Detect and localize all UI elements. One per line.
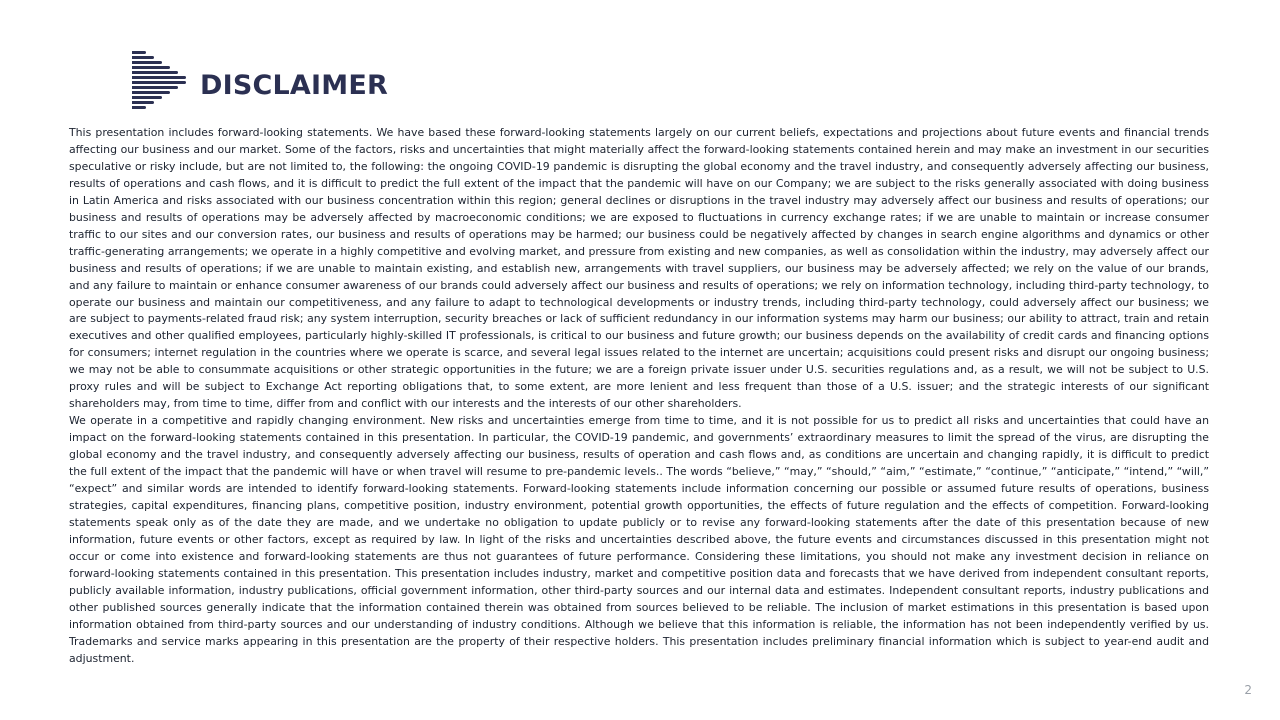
stacked-lines-logo-icon (132, 51, 188, 111)
page-number: 2 (1244, 683, 1252, 697)
page-title: DISCLAIMER (200, 70, 388, 101)
disclaimer-body (69, 125, 1209, 668)
disclaimer-paragraph: We operate in a competitive and rapidly changing environment. New risks and uncertainties emerge from time to time, and it is not possible for us to predict all risks and uncertainties that could have an impact on the forward-looking statements contained in this presentation. In particular, the COVID-19 pandemic, and governments’ extraordinary measures to limit the spread of the virus, are disrupting the global economy and the travel industry, and consequently adversely affecting our business, results of operation and cash flows and, as conditions are uncertain and changing rapidly, it is difficult to predict the full extent of the impact that the pandemic will have or when travel will resume to pre-pandemic levels.. The words “believe,” “may,” “should,” “aim,” “estimate,” “continue,” “anticipate,” “intend,” “will,” “expect” and similar words are intended to identify forward-looking statements. Forward-looking statements include information concerning our possible or assumed future results of operations, business strategies, capital expenditures, financing plans, competitive position, industry environment, potential growth opportunities, the effects of future regulation and the effects of competition. Forward-looking statements speak only as of the date they are made, and we undertake no obligation to update publicly or to revise any forward-looking statements after the date of this presentation because of new information, future events or other factors, except as required by law. In light of the risks and uncertainties described above, the future events and circumstances discussed in this presentation might not occur or come into existence and forward-looking statements are thus not guarantees of future performance. Considering these limitations, you should not make any investment decision in reliance on forward-looking statements contained in this presentation. This presentation includes industry, market and competitive position data and forecasts that we have derived from independent consultant reports, publicly available information, industry publications, official government information, other third-party sources and our internal data and estimates. Independent consultant reports, industry publications and other published sources generally indicate that the information contained therein was obtained from sources believed to be reliable. The inclusion of market estimations in this presentation is based upon information obtained from third-party sources and our understanding of industry conditions. Although we believe that this information is reliable, the information has not been independently verified by us. Trademarks and service marks appearing in this presentation are the property of their respective holders. This presentation includes preliminary financial information which is subject to year-end audit and adjustment. (69, 414, 1209, 665)
disclaimer-paragraph: This presentation includes forward-looking statements. We have based these forward-looking statements largely on our current beliefs, expectations and projections about future events and financial trends affecting our business and our market. Some of the factors, risks and uncertainties that might materially affect the forward-looking statements contained herein and may make an investment in our securities speculative or risky include, but are not limited to, the following: the ongoing COVID-19 pandemic is disrupting the global economy and the travel industry, and consequently adversely affecting our business, results of operations and cash flows, and it is difficult to predict the full extent of the impact that the pandemic will have on our Company; we are subject to the risks generally associated with doing business in Latin America and risks associated with our business concentration within this region; general declines or disruptions in the travel industry may adversely affect our business and results of operations; our business and results of operations may be adversely affected by macroeconomic conditions; we are exposed to fluctuations in currency exchange rates; if we are unable to maintain or increase consumer traffic to our sites and our conversion rates, our business and results of operations may be harmed; our business could be negatively affected by changes in search engine algorithms and dynamics or other traffic-generating arrangements; we operate in a highly competitive and evolving market, and pressure from existing and new companies, as well as consolidation within the industry, may adversely affect our business and results of operations; if we are unable to maintain existing, and establish new, arrangements with travel suppliers, our business may be adversely affected; we rely on the value of our brands, and any failure to maintain or enhance consumer awareness of our brands could adversely affect our business and results of operations; we rely on information technology, including third-party technology, to operate our business and maintain our competitiveness, and any failure to adapt to technological developments or industry trends, including third-party technology, could adversely affect our business; we are subject to payments-related fraud risk; any system interruption, security breaches or lack of sufficient redundancy in our information systems may harm our business; our ability to attract, train and retain executives and other qualified employees, particularly highly-skilled IT professionals, is critical to our business and future growth; our business depends on the availability of credit cards and financing options for consumers; internet regulation in the countries where we operate is scarce, and several legal issues related to the internet are uncertain; acquisitions could present risks and disrupt our ongoing business; we may not be able to consummate acquisitions or other strategic opportunities in the future; we are a foreign private issuer under U.S. securities regulations and, as a result, we will not be subject to U.S. proxy rules and will be subject to Exchange Act reporting obligations that, to some extent, are more lenient and less frequent than those of a U.S. issuer; and the strategic interests of our significant shareholders may, from time to time, differ from and conflict with our interests and the interests of our other shareholders. (69, 126, 1209, 411)
